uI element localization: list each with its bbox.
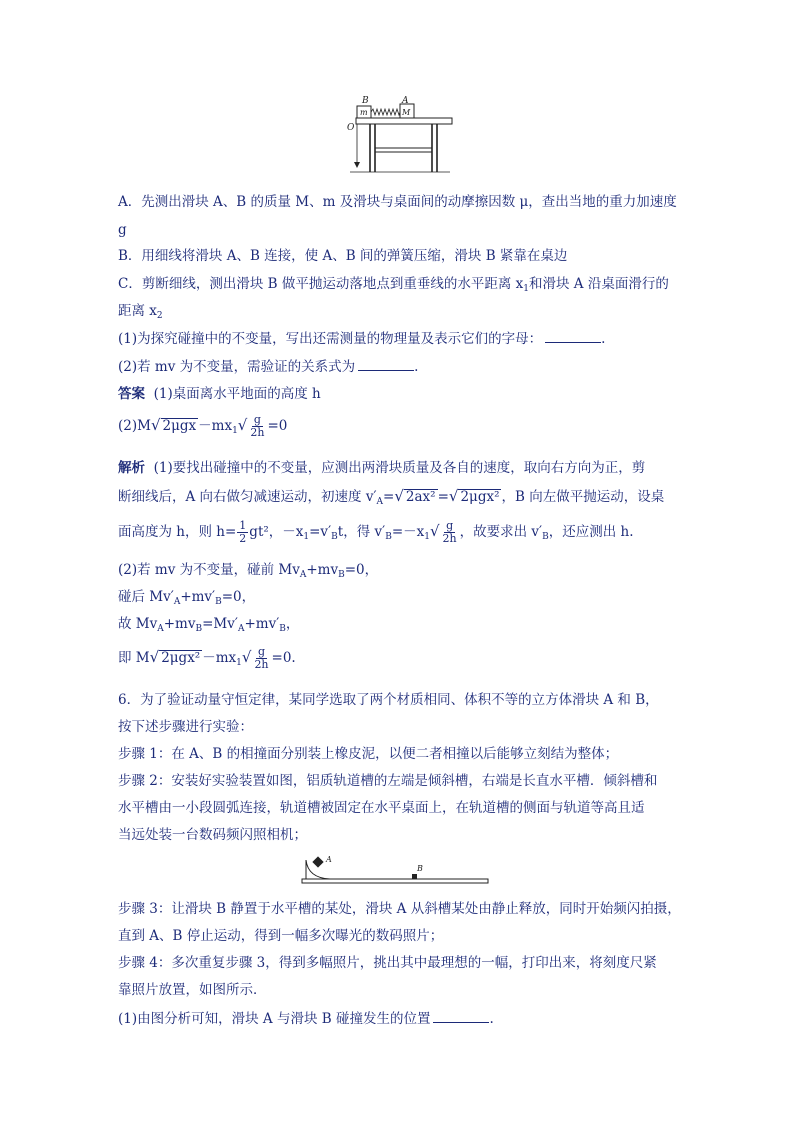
figure2-track	[302, 879, 488, 883]
analysis-line2: 断细线后，A 向右做匀减速运动，初速度 $v'_A=√$ 2ax² =√ 2μgx² ，B 向左做平抛运动，设桌	[118, 487, 665, 507]
figure-table-apparatus	[340, 92, 460, 174]
figure2-block-a	[312, 856, 323, 867]
analysis-label: 解析	[118, 460, 145, 476]
answer-label: 答案	[118, 386, 145, 402]
question-2: (2)若 mv 为不变量，需验证的关系式为 .	[118, 356, 418, 377]
answer-line1: 答案 (1)桌面离水平地面的高度 h	[118, 386, 321, 402]
figure2-label-b: B	[417, 864, 423, 873]
figure2-label-a: A	[326, 855, 332, 864]
option-a-line1: A．先测出滑块 A、B 的质量 M、m 及滑块与桌面间的动摩擦因数 μ，查出当地的重力加速度	[118, 194, 677, 210]
problem6-step2-line3: 当远处装一台数码频闪照相机；	[118, 827, 307, 843]
problem6-step4-line1: 步骤 4：多次重复步骤 3，得到多幅照片，挑出其中最理想的一幅，打印出来，将刻度尺紧	[118, 955, 657, 971]
problem6-step1: 步骤 1：在 A、B 的相撞面分别装上橡皮泥，以便二者相撞以后能够立刻结为整体；	[118, 746, 619, 762]
figure1-label-b: B	[362, 96, 369, 106]
option-a-line2: g	[118, 222, 127, 238]
figure-track-apparatus	[300, 850, 492, 890]
answer-blank-2[interactable]	[358, 356, 414, 371]
problem6-question-1: (1)由图分析可知，滑块 A 与滑块 B 碰撞发生的位置 .	[118, 1008, 494, 1029]
problem6-step3-line2: 直到 A、B 停止运动，得到一幅多次曝光的数码照片；	[118, 928, 444, 944]
answer-blank-3[interactable]	[433, 1008, 489, 1023]
analysis-line7: 即 M√ $2\mu gx^2 -mx_1√$ $\frac{g}{2h}$ =0.	[118, 645, 296, 671]
analysis-line5: 碰后 $Mv'_A+mv'_B=0$，	[118, 589, 256, 607]
figure1-label-a: A	[402, 96, 409, 106]
figure1-plumb-bob	[354, 162, 360, 168]
figure1-tabletop	[356, 118, 452, 124]
problem6-intro1: 6．为了验证动量守恒定律，某同学选取了两个材质相同、体积不等的立方体滑块 A 和 B，	[118, 692, 659, 708]
figure1-label-m: m	[360, 108, 368, 117]
figure2-block-b	[412, 874, 417, 879]
analysis-line1: 解析 (1)要找出碰撞中的不变量，应测出两滑块质量及各自的速度，取向右方向为正，剪	[118, 460, 646, 476]
option-c-line1: C．剪断细线，测出滑块 B 做平抛运动落地点到重垂线的水平距离 $x_1$和滑块 A 沿桌面滑行的	[118, 276, 669, 294]
analysis-line6: 故 $Mv_A+mv_B=Mv'_A+mv'_B$，	[118, 616, 300, 634]
option-c-line2: 距离 $x_2$	[118, 303, 163, 321]
analysis-line4: (2)若 mv 为不变量，碰前 $Mv_A+mv_B=0$，	[118, 562, 379, 580]
problem6-step2-line1: 步骤 2：安装好实验装置如图，铝质轨道槽的左端是倾斜槽，右端是长直水平槽．倾斜槽和	[118, 773, 658, 789]
figure1-label-big-m: M	[402, 108, 411, 117]
problem6-step4-line2: 靠照片放置，如图所示．	[118, 982, 267, 998]
figure1-label-o: O	[347, 123, 355, 133]
problem6-intro2: 按下述步骤进行实验：	[118, 719, 253, 735]
option-b: B．用细线将滑块 A、B 连接，使 A、B 间的弹簧压缩，滑块 B 紧靠在桌边	[118, 248, 568, 264]
answer-blank-1[interactable]	[545, 328, 601, 343]
figure1-spring	[371, 109, 400, 115]
problem6-step2-line2: 水平槽由一小段圆弧连接，轨道槽被固定在水平桌面上，在轨道槽的侧面与轨道等高且适	[118, 800, 645, 816]
problem6-step3-line1: 步骤 3：让滑块 B 静置于水平槽的某处，滑块 A 从斜槽某处由静止释放，同时开始频闪拍摄，	[118, 901, 681, 917]
answer-line2: (2)M√ $2\mu gx -mx_1√$ $\frac{g}{2h}$ =0	[118, 413, 288, 439]
question-1: (1)为探究碰撞中的不变量，写出还需测量的物理量及表示它们的字母： .	[118, 328, 605, 349]
analysis-line3: 面高度为 h，则 h= $\frac{1}{2}$ gt²，$-x_1=v'_Bt$，得 $v'_B=-x_1√$ $\frac{g}{2h}$ ，故要求出 $v'_B$，还应测出 h.	[118, 519, 634, 545]
